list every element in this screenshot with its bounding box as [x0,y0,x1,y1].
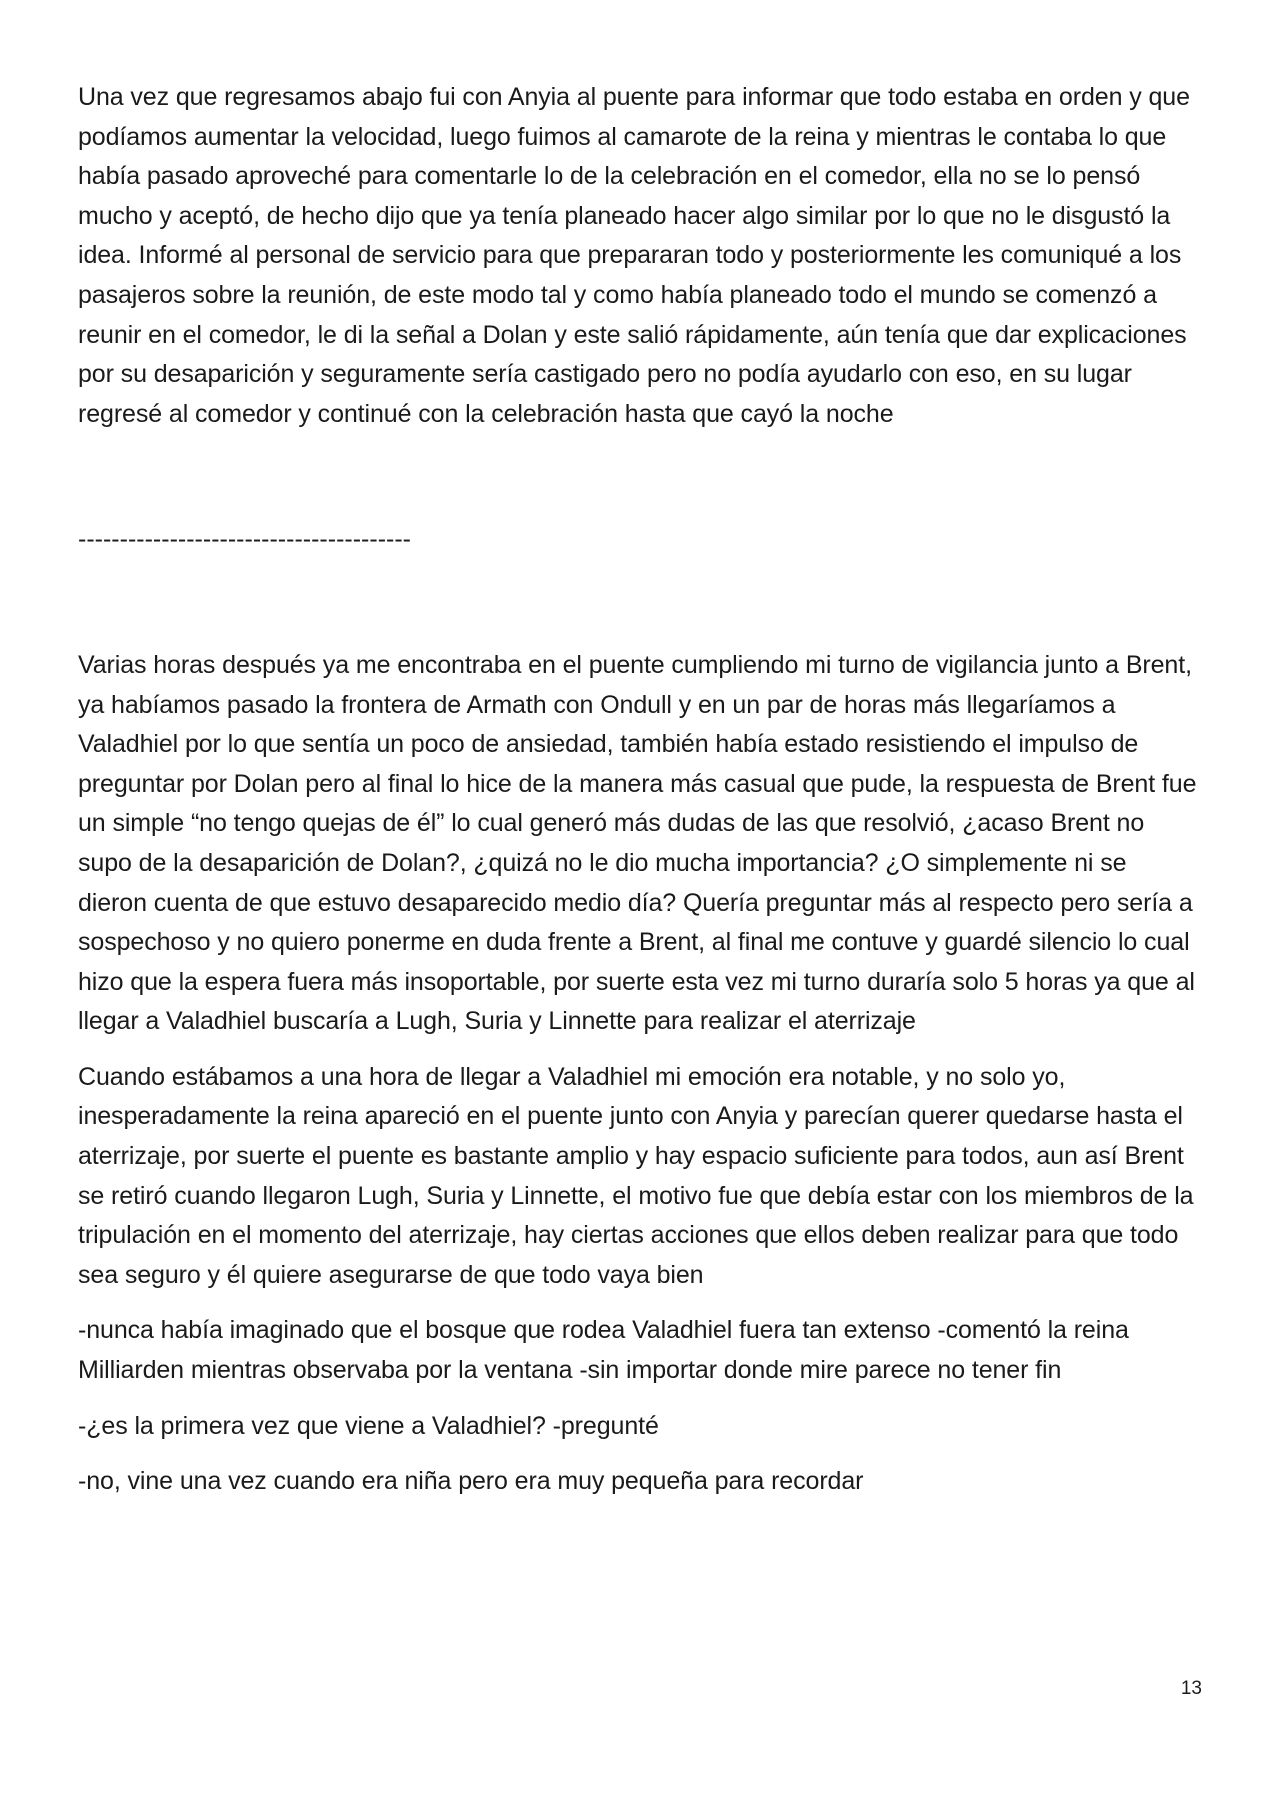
section-1 [78,78,1202,434]
section-2 [78,646,1202,1502]
paragraph: Una vez que regresamos abajo fui con Anyia al puente para informar que todo estaba en orden y que podíamos aumentar la velocidad, luego fuimos al camarote de la reina y mientras le contaba lo que había pasado aproveché para comentarle lo de la celebración en el comedor, ella no se lo pensó mucho y aceptó, de hecho dijo que ya tenía planeado hacer algo similar por lo que no le disgustó la idea. Informé al personal de servicio para que prepararan todo y posteriormente les comuniqué a los pasajeros sobre la reunión, de este modo tal y como había planeado todo el mundo se comenzó a reunir en el comedor, le di la señal a Dolan y este salió rápidamente, aún tenía que dar explicaciones por su desaparición y seguramente sería castigado pero no podía ayudarlo con eso, en su lugar regresé al comedor y continué con la celebración hasta que cayó la noche [78,83,1190,428]
section-separator: ---------------------------------------- [78,525,412,554]
page-number: 13 [1180,1678,1202,1699]
paragraph: -¿es la primera vez que viene a Valadhiel? -pregunté [78,1411,659,1440]
paragraph: -nunca había imaginado que el bosque que rodea Valadhiel fuera tan extenso -comentó la reina Milliarden mientras observaba por la ventana -sin importar donde mire parece no tener fin [78,1316,1129,1385]
paragraph: Cuando estábamos a una hora de llegar a Valadhiel mi emoción era notable, y no solo yo, inesperadamente la reina apareció en el puente junto con Anyia y parecían querer quedarse hasta el aterrizaje, por suerte el puente es bastante amplio y hay espacio suficiente para todos, aun así Brent se retiró cuando llegaron Lugh, Suria y Linnette, el motivo fue que debía estar con los miembros de la tripulación en el momento del aterrizaje, hay ciertas acciones que ellos deben realizar para que todo sea seguro y él quiere asegurarse de que todo vaya bien [78,1062,1194,1289]
paragraph: Varias horas después ya me encontraba en el puente cumpliendo mi turno de vigilancia junto a Brent, ya habíamos pasado la frontera de Armath con Ondull y en un par de horas más llegaríamos a Valadhiel por lo que sentía un poco de ansiedad, también había estado resistiendo el impulso de preguntar por Dolan pero al final lo hice de la manera más casual que pude, la respuesta de Brent fue un simple “no tengo quejas de él” lo cual generó más dudas de las que resolvió, ¿acaso Brent no supo de la desaparición de Dolan?, ¿quizá no le dio mucha importancia? ¿O simplemente ni se dieron cuenta de que estuvo desaparecido medio día? Quería preguntar más al respecto pero sería a sospechoso y no quiero ponerme en duda frente a Brent, al final me contuve y guardé silencio lo cual hizo que la espera fuera más insoportable, por suerte esta vez mi turno duraría solo 5 horas ya que al llegar a Valadhiel buscaría a Lugh, Suria y Linnette para realizar el aterrizaje [78,650,1197,1036]
paragraph: -no, vine una vez cuando era niña pero era muy pequeña para recordar [78,1467,864,1496]
